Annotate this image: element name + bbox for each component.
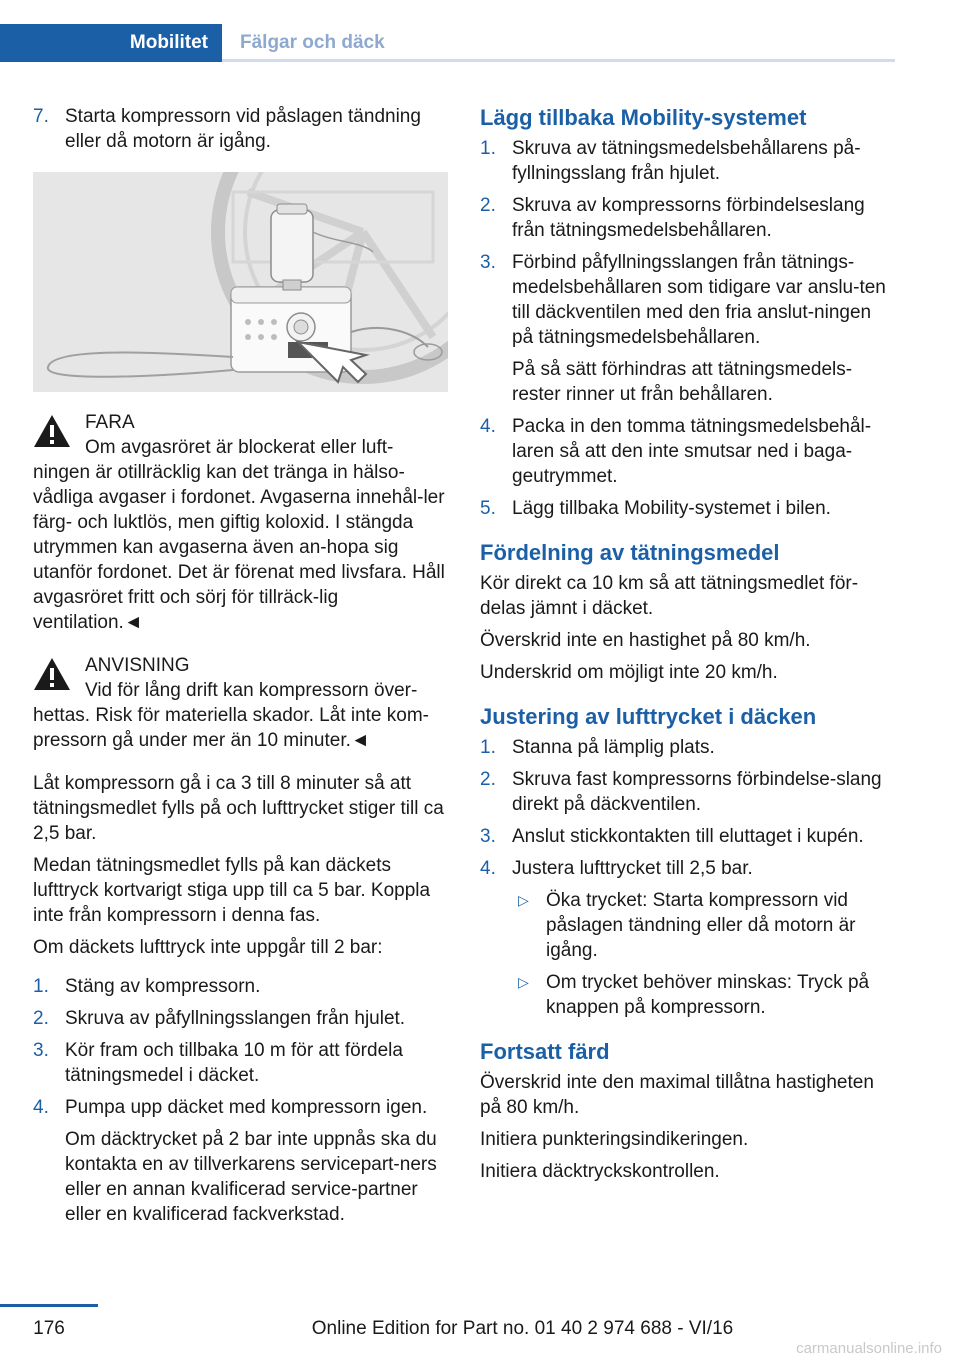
header-divider [222, 59, 895, 62]
paragraph: Initiera däcktryckskontrollen. [480, 1161, 720, 1182]
warning-text: ningen är otillräcklig kan det tränga in hälso-vådliga avgaser i fordonet. Avgaserna innehål-ler färg- och luktlös, men giftig koloxid. I stängda utrymmen kan avgaserna även an-hopa sig utanför fordonet. Det är förenat med livsfara. Håll avgasröret fritt och sörj för tillräck-lig ventilation.◄ [33, 462, 445, 633]
warning-danger [33, 410, 448, 635]
bullet-text: Öka trycket: Starta kompressorn vid påslagen tändning eller då motorn är igång. [546, 890, 856, 961]
numbered-list [480, 136, 895, 521]
list-number: 4. [480, 858, 496, 879]
list-text: Stanna på lämplig plats. [512, 737, 715, 758]
warning-first-line: Vid för lång drift kan kompressorn över- [85, 680, 418, 701]
list-number: 2. [33, 1008, 49, 1029]
watermark: carmanualsonline.info [796, 1340, 942, 1357]
warning-notice [33, 653, 448, 753]
list-text: Packa in den tomma tätningsmedelsbehål-laren så att den inte smutsar ned i baga-geutrymmet. [512, 416, 872, 487]
compressor-image [33, 172, 448, 392]
list-text: Starta kompressorn vid påslagen tändning eller då motorn är igång. [65, 106, 421, 152]
list-text: Anslut stickkontakten till eluttaget i kupén. [512, 826, 864, 847]
bullet-item [480, 888, 895, 963]
bullet-item [480, 970, 895, 1020]
section-tab-mobilitet: Mobilitet [0, 24, 222, 62]
paragraph: Medan tätningsmedlet fylls på kan däckets lufttryck kortvarigt stiga upp till ca 5 bar. Koppla inte från kompressorn i denna fas. [33, 855, 431, 926]
warning-triangle-icon [33, 657, 71, 691]
list-item [480, 767, 895, 817]
list-number: 3. [480, 826, 496, 847]
list-text: Stäng av kompressorn. [65, 976, 261, 997]
warning-title: ANVISNING [85, 655, 190, 676]
list-number: 4. [33, 1097, 49, 1118]
left-column [33, 104, 448, 1234]
section-tab-falgar: Fälgar och däck [240, 32, 385, 53]
list-item [480, 250, 895, 407]
compressor-illustration [33, 172, 448, 392]
list-item [480, 193, 895, 243]
page-header [0, 24, 895, 62]
list-text: Lägg tillbaka Mobility-systemet i bilen. [512, 498, 831, 519]
list-number: 2. [480, 195, 496, 216]
paragraph: Överskrid inte en hastighet på 80 km/h. [480, 630, 811, 651]
list-text: Kör fram och tillbaka 10 m för att fördela tätningsmedel i däcket. [65, 1040, 403, 1086]
list-number: 3. [33, 1040, 49, 1061]
list-item [480, 136, 895, 186]
list-item [33, 1095, 448, 1227]
paragraph: Kör direkt ca 10 km så att tätningsmedlet för-delas jämnt i däcket. [480, 573, 859, 619]
numbered-list [480, 735, 895, 1020]
warning-triangle-icon [33, 414, 71, 448]
list-number: 4. [480, 416, 496, 437]
list-text: Skruva av tätningsmedelsbehållarens på-fyllningsslang från hjulet. [512, 138, 861, 184]
list-text: Justera lufttrycket till 2,5 bar. [512, 858, 753, 879]
paragraph: Underskrid om möjligt inte 20 km/h. [480, 662, 778, 683]
paragraph: Överskrid inte den maximal tillåtna hastigheten på 80 km/h. [480, 1072, 874, 1118]
numbered-list [33, 974, 448, 1227]
online-edition-note: Online Edition for Part no. 01 40 2 974 688 - VI/16 [311, 1318, 734, 1339]
paragraph: Om däckets lufttryck inte uppgår till 2 bar: [33, 937, 383, 958]
list-text: Skruva av påfyllningsslangen från hjulet. [65, 1008, 406, 1029]
list-item [480, 414, 895, 489]
list-item [33, 974, 448, 999]
list-subtext: På så sätt förhindras att tätningsmedels-rester rinner ut från behållaren. [512, 359, 853, 405]
list-text: Pumpa upp däcket med kompressorn igen. [65, 1097, 428, 1118]
warning-title: FARA [85, 412, 135, 433]
bullet-text: Om trycket behöver minskas: Tryck på knappen på kompressorn. [546, 972, 870, 1018]
list-number: 5. [480, 498, 496, 519]
list-number: 1. [480, 737, 496, 758]
list-text: Förbind påfyllningsslangen från tätnings-medelsbehållaren som tidigare var anslu-ten till däckventilen med den fria anslut-ningen på tätningsmedelsbehållaren. [512, 252, 886, 348]
list-number: 3. [480, 252, 496, 273]
list-item [33, 104, 448, 154]
list-item [480, 824, 895, 849]
list-text: Skruva fast kompressorns förbindelse-slang direkt på däckventilen. [512, 769, 882, 815]
list-number: 1. [33, 976, 49, 997]
section-heading: Fördelning av tätningsmedel [480, 540, 780, 565]
triangle-bullet-icon: ▷ [518, 892, 529, 908]
list-subtext: Om däcktrycket på 2 bar inte uppnås ska du kontakta en av tillverkarens servicepart-ners eller en annan kvalificerad service-partner eller en kvalificerad fackverkstad. [65, 1129, 437, 1225]
paragraph: Initiera punkteringsindikeringen. [480, 1129, 749, 1150]
list-number: 2. [480, 769, 496, 790]
warning-text: hettas. Risk för materiella skador. Låt inte kom-pressorn gå under mer än 10 minuter.◄ [33, 705, 429, 751]
list-item [480, 856, 895, 881]
section-heading: Justering av lufttrycket i däcken [480, 704, 817, 729]
list-item [33, 1006, 448, 1031]
paragraph: Låt kompressorn gå i ca 3 till 8 minuter så att tätningsmedlet fylls på och lufttrycket stiger till ca 2,5 bar. [33, 773, 444, 844]
list-item [480, 735, 895, 760]
warning-first-line: Om avgasröret är blockerat eller luft- [85, 437, 394, 458]
footer-divider [0, 1304, 98, 1307]
right-column [480, 104, 895, 1191]
list-number: 7. [33, 106, 49, 127]
page-number: 176 [33, 1318, 65, 1339]
list-number: 1. [480, 138, 496, 159]
list-text: Skruva av kompressorns förbindelseslang från tätningsmedelsbehållaren. [512, 195, 865, 241]
section-heading: Fortsatt färd [480, 1039, 610, 1064]
list-item [480, 496, 895, 521]
list-item [33, 1038, 448, 1088]
triangle-bullet-icon: ▷ [518, 974, 529, 990]
section-heading: Lägg tillbaka Mobility-systemet [480, 105, 807, 130]
